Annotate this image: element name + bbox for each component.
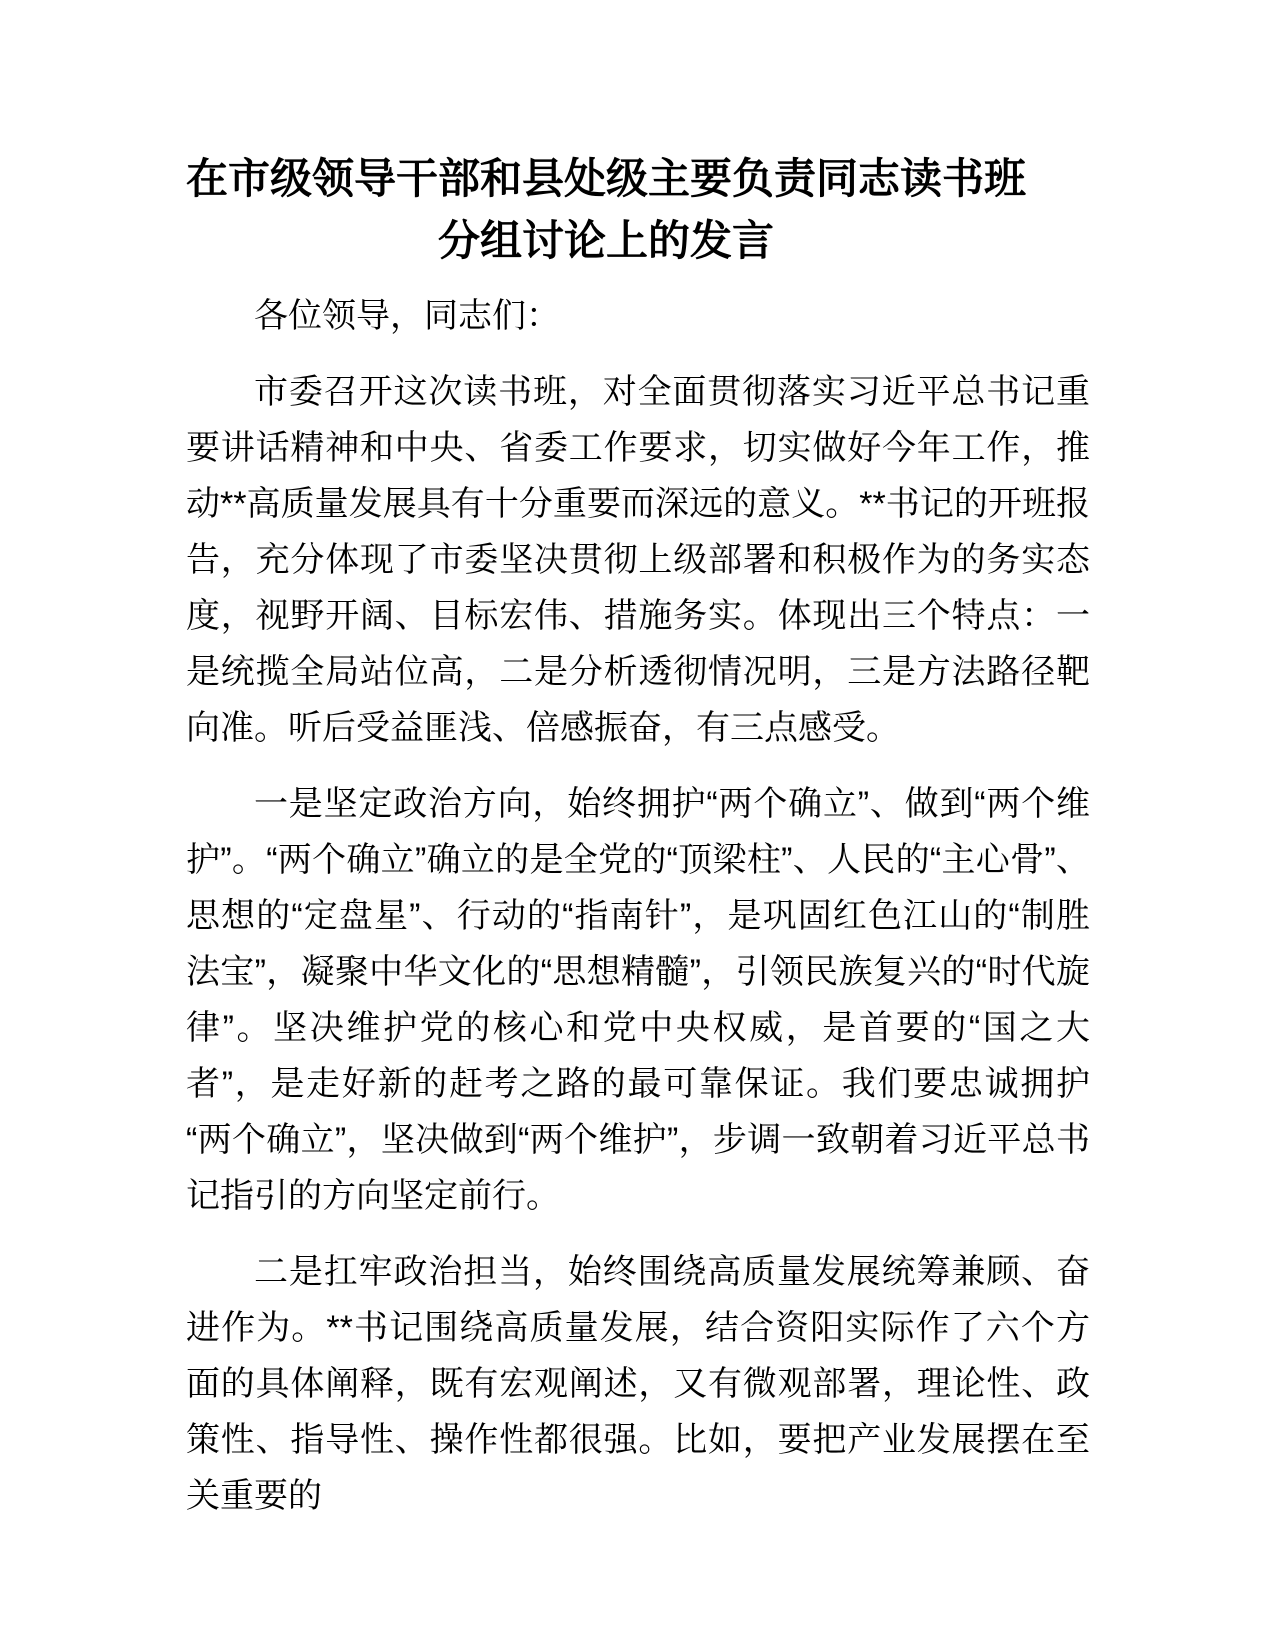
salutation-paragraph: 各位领导，同志们： xyxy=(254,297,560,335)
body-paragraph-1: 市委召开这次读书班，对全面贯彻落实习近平总书记重要讲话精神和中央、省委工作要求，切实做好今年工作，推动**高质量发展具有十分重要而深远的意义。**书记的开班报告，充分体现了市委坚决贯彻上级部署和积极作为的务实态度，视野开阔、目标宏伟、措施务实。体现出三个特点：一是统揽全局站位高，二是分析透彻情况明，三是方法路径靶向准。听后受益匪浅、倍感振奋，有三点感受。 xyxy=(186,373,1090,747)
body-paragraph-2: 一是坚定政治方向，始终拥护“两个确立”、做到“两个维护”。“两个确立”确立的是全党的“顶梁柱”、人民的“主心骨”、思想的“定盘星”、行动的“指南针”，是巩固红色江山的“制胜法宝”，凝聚中华文化的“思想精髓”，引领民族复兴的“时代旋律”。坚决维护党的核心和党中央权威，是首要的“国之大者”，是走好新的赶考之路的最可靠保证。我们要忠诚拥护“两个确立”，坚决做到“两个维护”，步调一致朝着习近平总书记指引的方向坚定前行。 xyxy=(186,785,1090,1215)
body-paragraph-3: 二是扛牢政治担当，始终围绕高质量发展统筹兼顾、奋进作为。**书记围绕高质量发展，结合资阳实际作了六个方面的具体阐释，既有宏观阐述，又有微观部署，理论性、政策性、指导性、操作性都很强。比如，要把产业发展摆在至关重要的 xyxy=(186,1253,1090,1515)
document-title: 在市级领导干部和县处级主要负责同志读书班分组讨论上的发言 xyxy=(186,155,1027,264)
